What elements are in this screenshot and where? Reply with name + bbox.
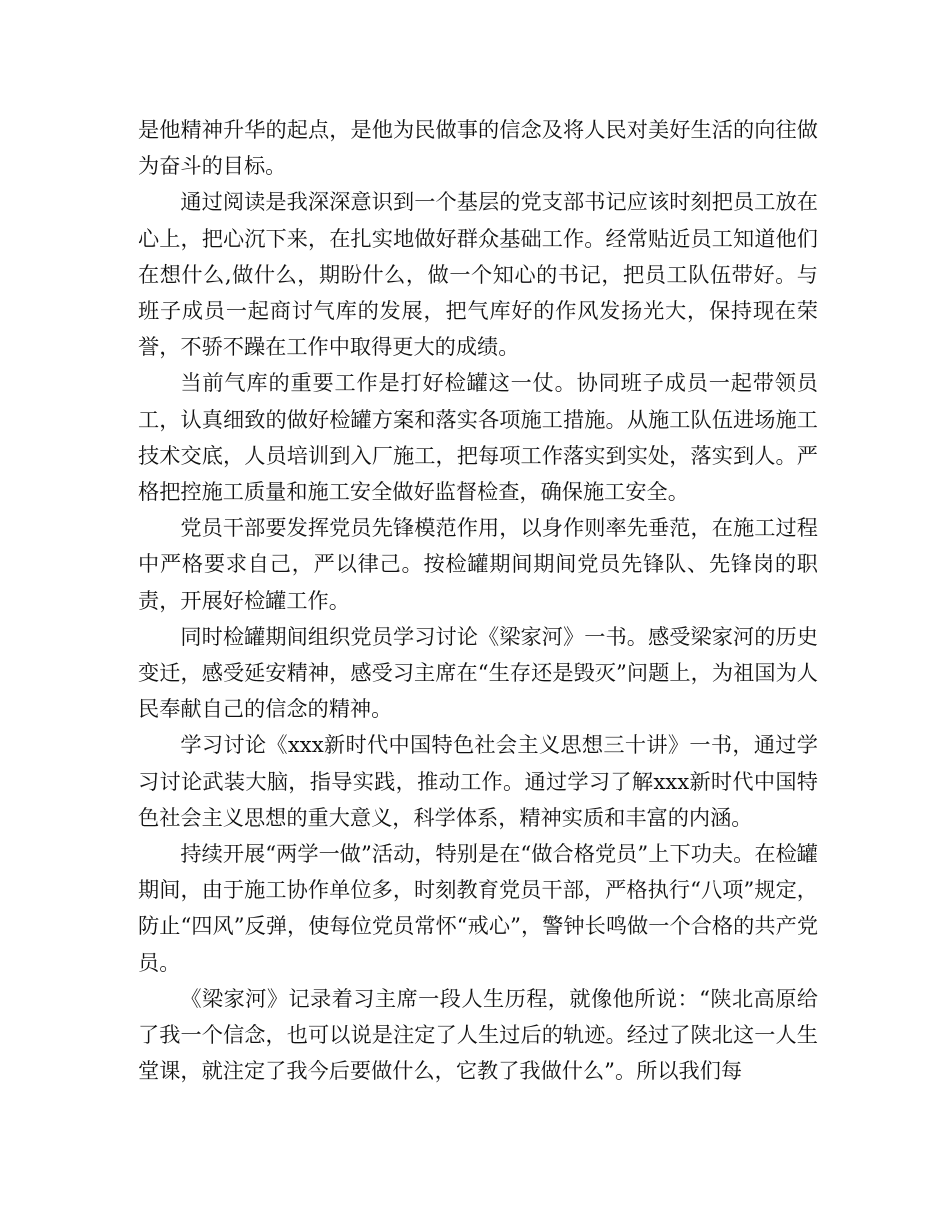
paragraph-7: 持续开展“两学一做”活动，特别是在“做合格党员”上下功夫。在检罐期间，由于施工协作单位多，时刻教育党员干部，严格执行“八项”规定，防止“四风”反弹，使每位党员常怀“戒心”，警钟长鸣做一个合格的共产党员。	[138, 841, 818, 975]
document-page	[138, 112, 818, 1089]
paragraph-3: 当前气库的重要工作是打好检罐这一仗。协同班子成员一起带领员工，认真细致的做好检罐方案和落实各项施工措施。从施工队伍进场施工技术交底，人员培训到入厂施工，把每项工作落实到实处，落实到人。严格把控施工质量和施工安全做好监督检查，确保施工安全。	[138, 370, 818, 505]
paragraph-1: 是他精神升华的起点，是他为民做事的信念及将人民对美好生活的向往做为奋斗的目标。	[138, 117, 818, 179]
paragraph-2: 通过阅读是我深深意识到一个基层的党支部书记应该时刻把员工放在心上，把心沉下来，在扎实地做好群众基础工作。经常贴近员工知道他们在想什么,做什么，期盼什么，做一个知心的书记，把员工队伍带好。与班子成员一起商讨气库的发展，把气库好的作风发扬光大，保持现在荣誉，不骄不躁在工作中取得更大的成绩。	[138, 189, 818, 360]
paragraph-6: 学习讨论《xxx新时代中国特色社会主义思想三十讲》一书，通过学习讨论武装大脑，指导实践，推动工作。通过学习了解xxx新时代中国特色社会主义思想的重大意义，科学体系，精神实质和丰富的内涵。	[138, 732, 818, 830]
paragraph-5: 同时检罐期间组织党员学习讨论《梁家河》一书。感受梁家河的历史变迁，感受延安精神，感受习主席在“生存还是毁灭”问题上，为祖国为人民奉献自己的信念的精神。	[138, 623, 818, 722]
paragraph-8: 《梁家河》记录着习主席一段人生历程，就像他所说：“陕北高原给了我一个信念，也可以说是注定了人生过后的轨迹。经过了陕北这一人生堂课，就注定了我今后要做什么，它教了我做什么”。所以我们每	[138, 985, 818, 1084]
paragraph-4: 党员干部要发挥党员先锋模范作用，以身作则率先垂范，在施工过程中严格要求自己，严以律己。按检罐期间期间党员先锋队、先锋岗的职责，开展好检罐工作。	[138, 515, 818, 613]
